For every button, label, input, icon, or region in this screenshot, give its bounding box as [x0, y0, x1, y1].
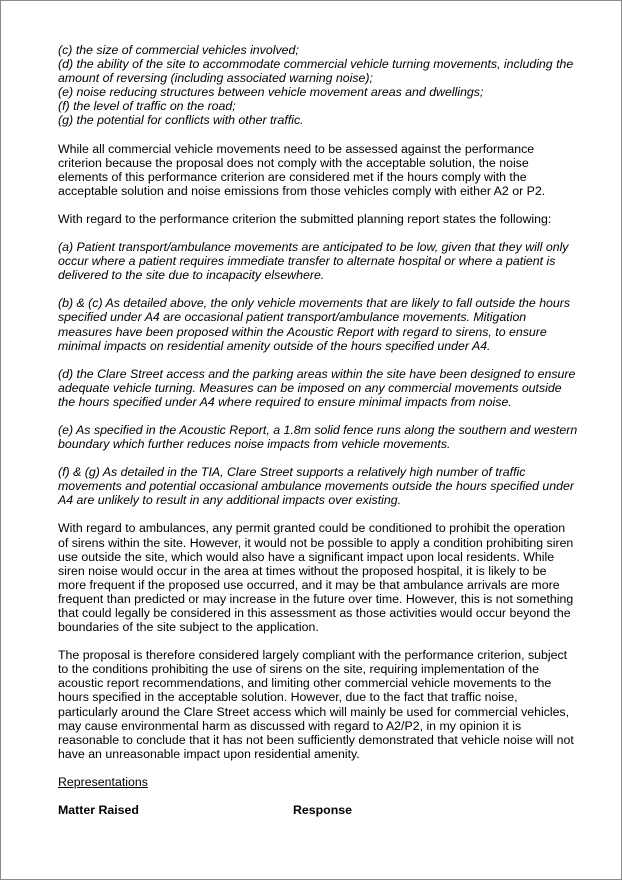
criteria-item-g: (g) the potential for conflicts with other traffic.: [58, 113, 304, 128]
body-paragraph: The proposal is therefore considered largely compliant with the performance criterion, subject to the conditions prohibiting the use of sirens on the site, requiring implementation of the acoustic report recommendations, and limiting other commercial vehicle movements to the hours specified in the acceptable solution. However, due to the fact that traffic noise, particularly around the Clare Street access which will mainly be used for commercial vehicles, may cause environmental harm as discussed with regard to A2/P2, in my opinion it is reasonable to conclude that it has not been sufficiently demonstrated that vehicle noise will not have an unreasonable impact upon residential amenity.: [58, 648, 574, 761]
criteria-item-d: (d) the ability of the site to accommodate commercial vehicle turning movements, including the amount of reversing (including associated warning noise);: [58, 57, 574, 86]
quoted-response-f-g: (f) & (g) As detailed in the TIA, Clare Street supports a relatively high number of traffic movements and potential occasional ambulance movements outside the hours specified under A4 are unlikely to result in any additional impacts over existing.: [58, 465, 574, 508]
quoted-response-b-c: (b) & (c) As detailed above, the only vehicle movements that are likely to fall outside the hours specified under A4 are occasional patient transport/ambulance movements. Mitigation measures have been proposed within the Acoustic Report with regard to sirens, to ensure minimal impacts on residential amenity outside of the hours specified under A4.: [58, 296, 571, 353]
criteria-item-e: (e) noise reducing structures between vehicle movement areas and dwellings;: [58, 85, 484, 100]
matter-raised-header: Matter Raised: [58, 803, 139, 818]
body-paragraph: With regard to ambulances, any permit granted could be conditioned to prohibit the operation of sirens within the site. However, it would not be possible to apply a condition prohibiting siren use outside the site, which would also have a significant impact upon local residents. While siren noise would occur in the area at times without the proposed hospital, it is likely to be more frequent if the proposed use occurred, and it may be that ambulance arrivals are more frequent than predicted or may increase in the future over time. However, this is not something that could legally be considered in this assessment as those activities would occur beyond the boundaries of the site subject to the application.: [58, 521, 574, 635]
representations-table-header: [58, 803, 578, 819]
document-body: [58, 43, 578, 819]
quoted-response-e: (e) As specified in the Acoustic Report, a 1.8m solid fence runs along the southern and western boundary which further reduces noise impacts from vehicle movements.: [58, 422, 578, 452]
body-paragraph: With regard to the performance criterion the submitted planning report states the following:: [58, 211, 552, 226]
body-paragraph: While all commercial vehicle movements need to be assessed against the performance criterion because the proposal does not comply with the acceptable solution, the noise elements of this performance criterion are considered met if the hours comply with the acceptable solution and noise emissions from those vehicles comply with either A2 or P2.: [58, 141, 546, 198]
quoted-response-a: (a) Patient transport/ambulance movements are anticipated to be low, given that they will only occur where a patient requires immediate transfer to alternate hospital or where a patient is delivered to the site due to incapacity elsewhere.: [58, 240, 569, 283]
criteria-list: [58, 43, 578, 128]
criteria-item-f: (f) the level of traffic on the road;: [58, 99, 236, 114]
response-header: Response: [293, 803, 352, 818]
criteria-item-c: (c) the size of commercial vehicles involved;: [58, 43, 299, 57]
quoted-response-d: (d) the Clare Street access and the parking areas within the site have been designed to ensure adequate vehicle turning. Measures can be imposed on any commercial movements outside the hours specified under A4 where required to ensure minimal impacts from noise.: [58, 366, 576, 409]
representations-heading: Representations: [58, 774, 148, 789]
